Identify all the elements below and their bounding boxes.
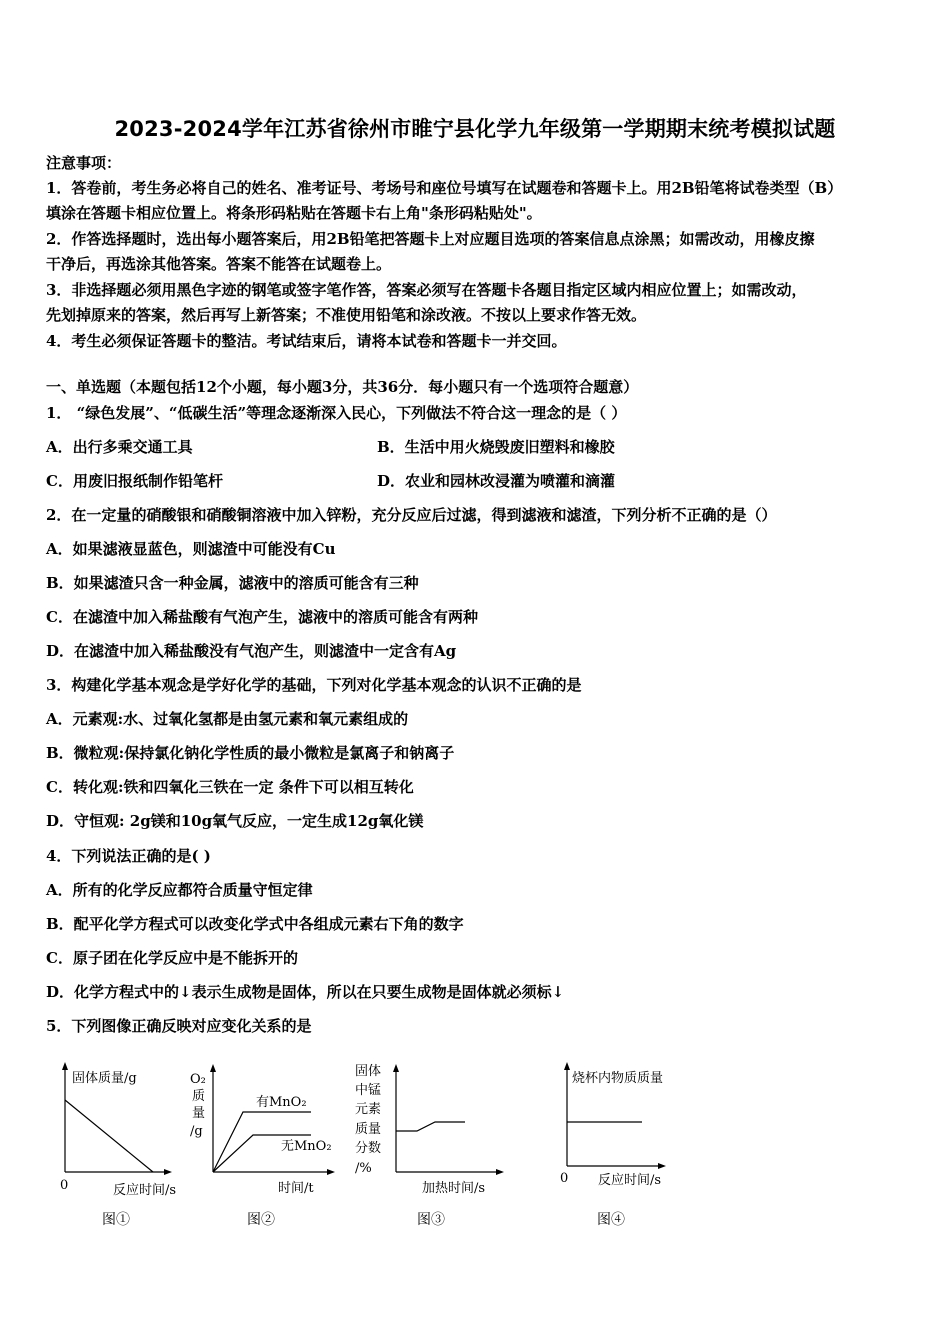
note-line: 3．非选择题必须用黑色字迹的钢笔或签字笔作答，答案必须写在答题卡各题目指定区域内相应位置上；如需改动， (46, 281, 807, 299)
x-label: 时间/t (278, 1181, 314, 1196)
q4-option-a: A．所有的化学反应都符合质量守恒定律 (46, 881, 313, 899)
y-label-line: 元素 (355, 1102, 382, 1117)
curve1-label: 有MnO₂ (256, 1095, 307, 1110)
figure-2-caption: 图② (247, 1212, 275, 1228)
figure-3 (350, 1060, 510, 1200)
y-label: 固体质量/g (72, 1071, 137, 1086)
figure-2 (186, 1060, 336, 1200)
q2-option-a: A．如果滤液显蓝色，则滤渣中可能没有Cu (46, 540, 336, 558)
y-axis-arrow (564, 1062, 570, 1070)
y-label-char: 量 (192, 1106, 206, 1121)
y-label: 烧杯内物质质量 (572, 1071, 664, 1086)
q4-stem: 4．下列说法正确的是( ) (46, 847, 211, 865)
y-axis-arrow (210, 1064, 216, 1072)
note-line: 填涂在答题卡相应位置上。将条形码粘贴在答题卡右上角"条形码粘贴处"。 (46, 204, 542, 222)
curve2-label: 无MnO₂ (281, 1139, 332, 1154)
data-line (396, 1122, 465, 1131)
q2-option-d: D．在滤渣中加入稀盐酸没有气泡产生，则滤渣中一定含有Ag (46, 642, 457, 660)
y-label-line: 质量 (355, 1122, 382, 1137)
q4-option-d: D．化学方程式中的↓表示生成物是固体，所以在只要生成物是固体就必须标↓ (46, 983, 565, 1001)
figure-2-graph (186, 1060, 336, 1200)
y-axis-arrow (62, 1062, 68, 1070)
y-label-line: 固体 (355, 1064, 382, 1079)
x-axis-arrow (658, 1163, 666, 1169)
note-line: 1．答卷前，考生务必将自己的姓名、准考证号、考场号和座位号填写在试题卷和答题卡上。用2B铅笔将试卷类型（B） (46, 179, 843, 197)
origin-label: 0 (60, 1178, 69, 1193)
y-label-line: 中锰 (355, 1083, 382, 1098)
x-label: 反应时间/s (113, 1183, 177, 1198)
origin-label: 0 (560, 1171, 569, 1186)
notes-heading: 注意事项： (46, 154, 122, 172)
q3-option-b: B．微粒观:保持氯化钠化学性质的最小微粒是氯离子和钠离子 (46, 744, 455, 762)
q1-stem: 1． “绿色发展”、“低碳生活”等理念逐渐深入民心，下列做法不符合这一理念的是（ ） (46, 404, 627, 422)
x-axis-arrow (496, 1169, 504, 1175)
note-line: 先划掉原来的答案，然后再写上新答案；不准使用铅笔和涂改液。不按以上要求作答无效。 (46, 306, 647, 324)
x-label: 反应时间/s (598, 1173, 662, 1188)
q2-option-b: B．如果滤渣只含一种金属，滤液中的溶质可能含有三种 (46, 574, 419, 592)
q1-option-c: C．用废旧报纸制作铅笔杆 (46, 472, 223, 490)
q1-option-a: A．出行多乘交通工具 (46, 438, 193, 456)
q2-stem: 2．在一定量的硝酸银和硝酸铜溶液中加入锌粉，充分反应后过滤，得到滤液和滤渣，下列分析不正确的是（） (46, 506, 777, 524)
y-label-unit: /g (190, 1124, 203, 1139)
x-label: 加热时间/s (422, 1181, 486, 1196)
y-label-char: 质 (192, 1089, 206, 1104)
q4-option-c: C．原子团在化学反应中是不能拆开的 (46, 949, 298, 967)
y-label-line: /% (355, 1161, 372, 1176)
figure-4-caption: 图④ (597, 1212, 625, 1228)
section-heading: 一、单选题（本题包括12个小题，每小题3分，共36分．每小题只有一个选项符合题意） (46, 378, 639, 396)
x-axis-arrow (327, 1169, 335, 1175)
x-axis-arrow (164, 1169, 172, 1175)
data-line (65, 1100, 153, 1172)
figure-1 (50, 1060, 200, 1200)
note-line: 干净后，再选涂其他答案。答案不能答在试题卷上。 (46, 255, 392, 273)
q3-stem: 3．构建化学基本观念是学好化学的基础，下列对化学基本观念的认识不正确的是 (46, 676, 582, 694)
y-axis-arrow (393, 1064, 399, 1072)
note-line: 2．作答选择题时，选出每小题答案后，用2B铅笔把答题卡上对应题目选项的答案信息点涂黑；如需改动，用橡皮擦 (46, 230, 815, 248)
y-label-line: 分数 (355, 1141, 382, 1156)
q5-stem: 5．下列图像正确反映对应变化关系的是 (46, 1017, 312, 1035)
q2-option-c: C．在滤渣中加入稀盐酸有气泡产生，滤液中的溶质可能含有两种 (46, 608, 478, 626)
figure-1-caption: 图① (102, 1212, 130, 1228)
figure-4-graph (550, 1060, 700, 1200)
note-line: 4．考生必须保证答题卡的整洁。考试结束后，请将本试卷和答题卡一并交回。 (46, 332, 567, 350)
y-label-o2: O₂ (190, 1072, 206, 1087)
figure-4 (550, 1060, 700, 1200)
q3-option-d: D．守恒观: 2g镁和10g氧气反应，一定生成12g氧化镁 (46, 812, 424, 830)
figure-1-graph (50, 1060, 200, 1200)
q3-option-a: A．元素观:水、过氧化氢都是由氢元素和氧元素组成的 (46, 710, 409, 728)
q4-option-b: B．配平化学方程式可以改变化学式中各组成元素右下角的数字 (46, 915, 464, 933)
q3-option-c: C．转化观:铁和四氧化三铁在一定 条件下可以相互转化 (46, 778, 414, 796)
q1-option-b: B．生活中用火烧毁废旧塑料和橡胶 (377, 438, 615, 456)
figure-3-caption: 图③ (417, 1212, 445, 1228)
figure-3-graph (350, 1060, 510, 1200)
q1-option-d: D．农业和园林改浸灌为喷灌和滴灌 (377, 472, 616, 490)
page-title: 2023-2024学年江苏省徐州市睢宁县化学九年级第一学期期末统考模拟试题 (114, 117, 836, 141)
